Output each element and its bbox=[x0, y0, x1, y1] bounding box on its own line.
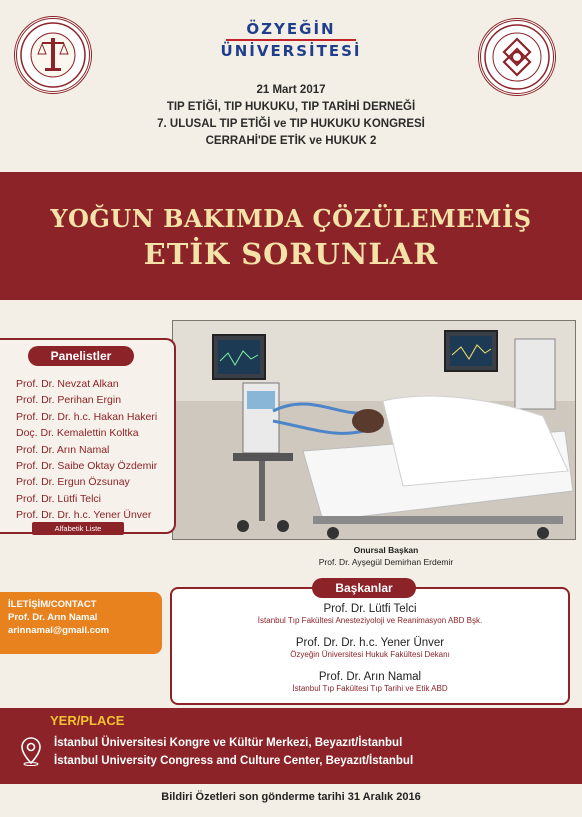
honorary-chair bbox=[260, 544, 512, 568]
contact-title: İLETİŞİM/CONTACT bbox=[8, 599, 97, 610]
panelist-item: Doç. Dr. Kemalettin Koltka bbox=[16, 427, 139, 440]
chair-entry bbox=[170, 671, 570, 693]
chair-name: Prof. Dr. Dr. h.c. Yener Ünver bbox=[295, 637, 445, 649]
association-seal-logo bbox=[14, 16, 92, 94]
chair-department: Özyeğin Üniversitesi Hukuk Fakültesi Dekanı bbox=[290, 650, 450, 659]
alphabetical-list-note: Alfabetik Liste bbox=[32, 522, 124, 535]
panelist-item: Prof. Dr. Perihan Ergin bbox=[16, 394, 122, 407]
congress-info bbox=[110, 82, 472, 150]
chair-department: İstanbul Tıp Fakültesi Anesteziyoloji ve Reanimasyon ABD Bşk. bbox=[257, 616, 483, 625]
society-name: TIP ETİĞİ, TIP HUKUKU, TIP TARİHİ DERNEĞİ bbox=[166, 101, 416, 113]
uni-logo-divider bbox=[226, 39, 356, 41]
panelist-item: Prof. Dr. Saibe Oktay Özdemir bbox=[16, 460, 158, 473]
panelist-item: Prof. Dr. Nevzat Alkan bbox=[16, 378, 119, 390]
place-label: YER/PLACE bbox=[50, 713, 125, 728]
honorary-chair-name: Prof. Dr. Ayşegül Demirhan Erdemir bbox=[318, 557, 454, 567]
abstract-deadline: Bildiri Özetleri son gönderme tarihi 31 Aralık 2016 bbox=[161, 791, 421, 803]
panelist-item: Prof. Dr. Dr. h.c. Hakan Hakeri bbox=[16, 410, 158, 423]
uni-logo-line1: ÖZYEĞİN bbox=[246, 20, 336, 38]
panelist-item: Prof. Dr. Arın Namal bbox=[16, 443, 110, 456]
main-title bbox=[0, 196, 582, 300]
contact-email[interactable]: arinnamal@gmail.com bbox=[8, 625, 110, 636]
chair-name: Prof. Dr. Lütfi Telci bbox=[323, 603, 417, 615]
panelist-item: Prof. Dr. Dr. h.c. Yener Ünver bbox=[16, 509, 152, 522]
chair-name: Prof. Dr. Arın Namal bbox=[318, 671, 422, 683]
panelists-heading: Panelistler bbox=[28, 346, 134, 366]
location-pin-icon bbox=[20, 736, 42, 766]
contact-name: Prof. Dr. Arın Namal bbox=[8, 612, 98, 623]
panelist-item: Prof. Dr. Lütfi Telci bbox=[16, 492, 102, 505]
chairs-heading: Başkanlar bbox=[312, 578, 416, 598]
honorary-chair-title: Onursal Başkan bbox=[353, 545, 419, 555]
icu-photo bbox=[172, 320, 576, 540]
place-line-tr: İstanbul Üniversitesi Kongre ve Kültür Merkezi, Beyazıt/İstanbul bbox=[54, 737, 403, 749]
istanbul-medical-faculty-seal-logo bbox=[478, 18, 556, 96]
panelist-item: Prof. Dr. Ergun Özsunay bbox=[16, 476, 130, 489]
chair-department: İstanbul Tıp Fakültesi Tıp Tarihi ve Etik ABD bbox=[292, 684, 448, 693]
title-line2: ETİK SORUNLAR bbox=[143, 237, 439, 271]
place-line-en: İstanbul University Congress and Culture Center, Beyazıt/İstanbul bbox=[54, 755, 414, 767]
title-line1: YOĞUN BAKIMDA ÇÖZÜLEMEMİŞ bbox=[50, 204, 532, 233]
panelists-list bbox=[16, 376, 178, 524]
congress-name: 7. ULUSAL TIP ETİĞİ ve TIP HUKUKU KONGRESİ bbox=[157, 118, 425, 130]
congress-date: 21 Mart 2017 bbox=[256, 84, 326, 96]
chair-entry bbox=[170, 603, 570, 625]
congress-subtitle: CERRAHİ'DE ETİK ve HUKUK 2 bbox=[205, 135, 377, 147]
contact-box bbox=[0, 592, 162, 654]
chair-entry bbox=[170, 637, 570, 659]
uni-logo-line2: ÜNİVERSİTESİ bbox=[220, 42, 362, 60]
ozyegin-university-logo bbox=[220, 20, 362, 64]
